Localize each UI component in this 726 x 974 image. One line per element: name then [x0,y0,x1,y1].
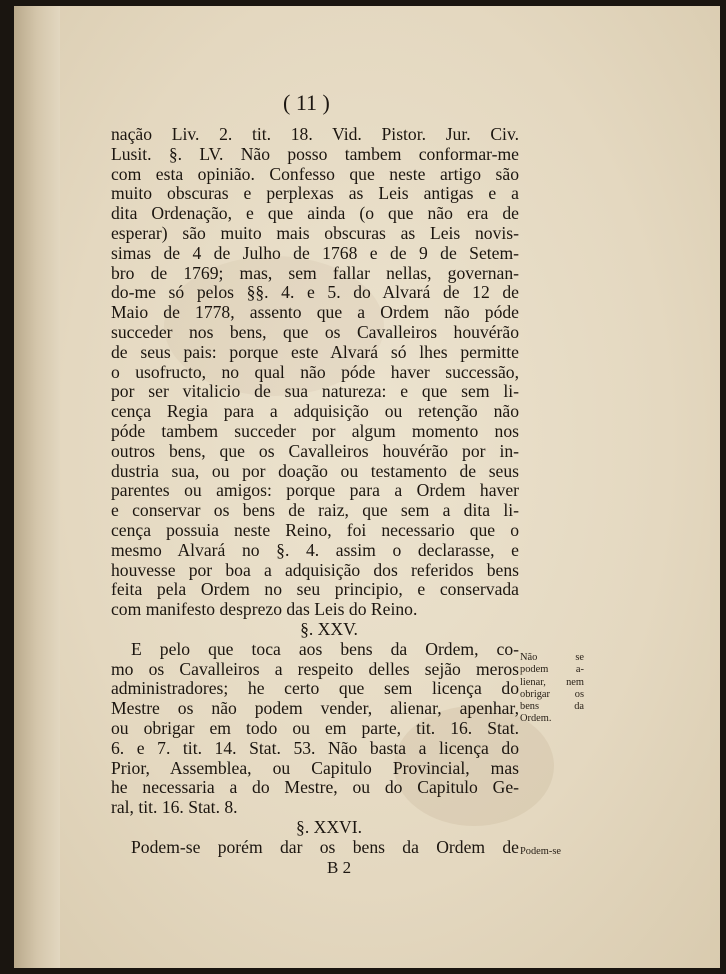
text-line: o usofructo, no qual não póde haver successão, [111,361,519,382]
text-line: bro de 1769; mas, sem fallar nellas, governan- [111,262,519,283]
text-line: parentes ou amigos: porque para a Ordem haver [111,480,519,501]
text-line: cença Regia para a adquisição ou retenção não [111,401,519,422]
section-xxv [111,620,519,818]
text-line: he necessaria a do Mestre, ou do Capitulo Ge- [111,777,519,798]
text-line: nação Liv. 2. tit. 18. Vid. Pistor. Jur. Civ. [111,124,519,144]
marginal-note-line: obrigar os [520,688,584,700]
text-line: muito obscuras e perplexas as Leis antigas e a [111,183,519,204]
main-text [111,125,519,857]
marginal-note-line: lienar, nem [520,676,584,688]
text-line: cença possuia neste Reino, foi necessario que o [111,519,519,540]
text-line: dita Ordenação, e que ainda (o que não era de [111,203,519,224]
marginal-note [520,846,584,858]
text-line: administradores; he certo que sem licença do [111,678,519,699]
text-line: ral, tit. 16. Stat. 8. [111,797,238,818]
marginal-note-line: Não se [520,652,584,663]
text-line: feita pela Ordem no seu principio, e conservada [111,579,519,600]
text-line: Lusit. §. LV. Não posso tambem conformar-me [111,143,519,164]
page-gutter-shadow [14,6,60,968]
text-line: mo os Cavalleiros a respeito delles sejão meros [111,658,519,679]
signature-mark: B 2 [327,858,352,877]
text-line: dustria sua, ou por doação ou testamento de seus [111,460,519,481]
marginal-note-line: podem a- [520,664,584,676]
paragraph-continuation [111,125,519,620]
text-line: com esta opinião. Confesso que neste artigo são [111,163,519,184]
section-heading: §. XXV. [300,618,358,639]
text-line: ou obrigar em todo ou em parte, tit. 16. Stat. [111,717,519,738]
text-line: e conservar os bens de raiz, que sem a dita li- [111,500,519,521]
text-line: E pelo que toca aos bens da Ordem, co- [131,638,519,659]
page-number: ( 11 ) [283,90,330,115]
text-line: houvesse por boa a adquisição dos referidos bens [111,559,519,580]
text-line: 6. e 7. tit. 14. Stat. 53. Não basta a licença do [111,737,519,758]
text-line: Mestre os não podem vender, alienar, apenhar, [111,698,519,719]
text-line: Prior, Assemblea, ou Capitulo Provincial, mas [111,757,519,778]
text-line: succeder nos bens, que os Cavalleiros houvérão [111,321,519,342]
text-line: esperar) são muito mais obscuras as Leis novis- [111,222,519,243]
text-line: póde tambem succeder por algum momento nos [111,420,519,441]
marginal-note-line: Ordem. [520,713,552,725]
text-line: de seus pais: porque este Alvará só lhes permitte [111,341,519,362]
text-line: Podem-se porém dar os bens da Ordem de [131,836,519,857]
marginal-note-line: Podem-se [520,846,561,857]
text-line: Maio de 1778, assento que a Ordem não póde [111,302,519,323]
marginal-note [520,652,584,726]
section-xxvi [111,818,519,858]
text-line: com manifesto desprezo das Leis do Reino. [111,599,418,620]
text-line: do-me só pelos §§. 4. e 5. do Alvará de 12 de [111,282,519,303]
text-line: simas de 4 de Julho de 1768 e de 9 de Setem- [111,242,519,263]
text-line: outros bens, que os Cavalleiros houvérão por in- [111,440,519,461]
text-line: por ser vitalicio de sua natureza: e que sem li- [111,381,519,402]
section-heading: §. XXVI. [296,816,362,837]
text-line: mesmo Alvará no §. 4. assim o declarasse, e [111,539,519,560]
marginal-note-line: bens da [520,701,584,713]
